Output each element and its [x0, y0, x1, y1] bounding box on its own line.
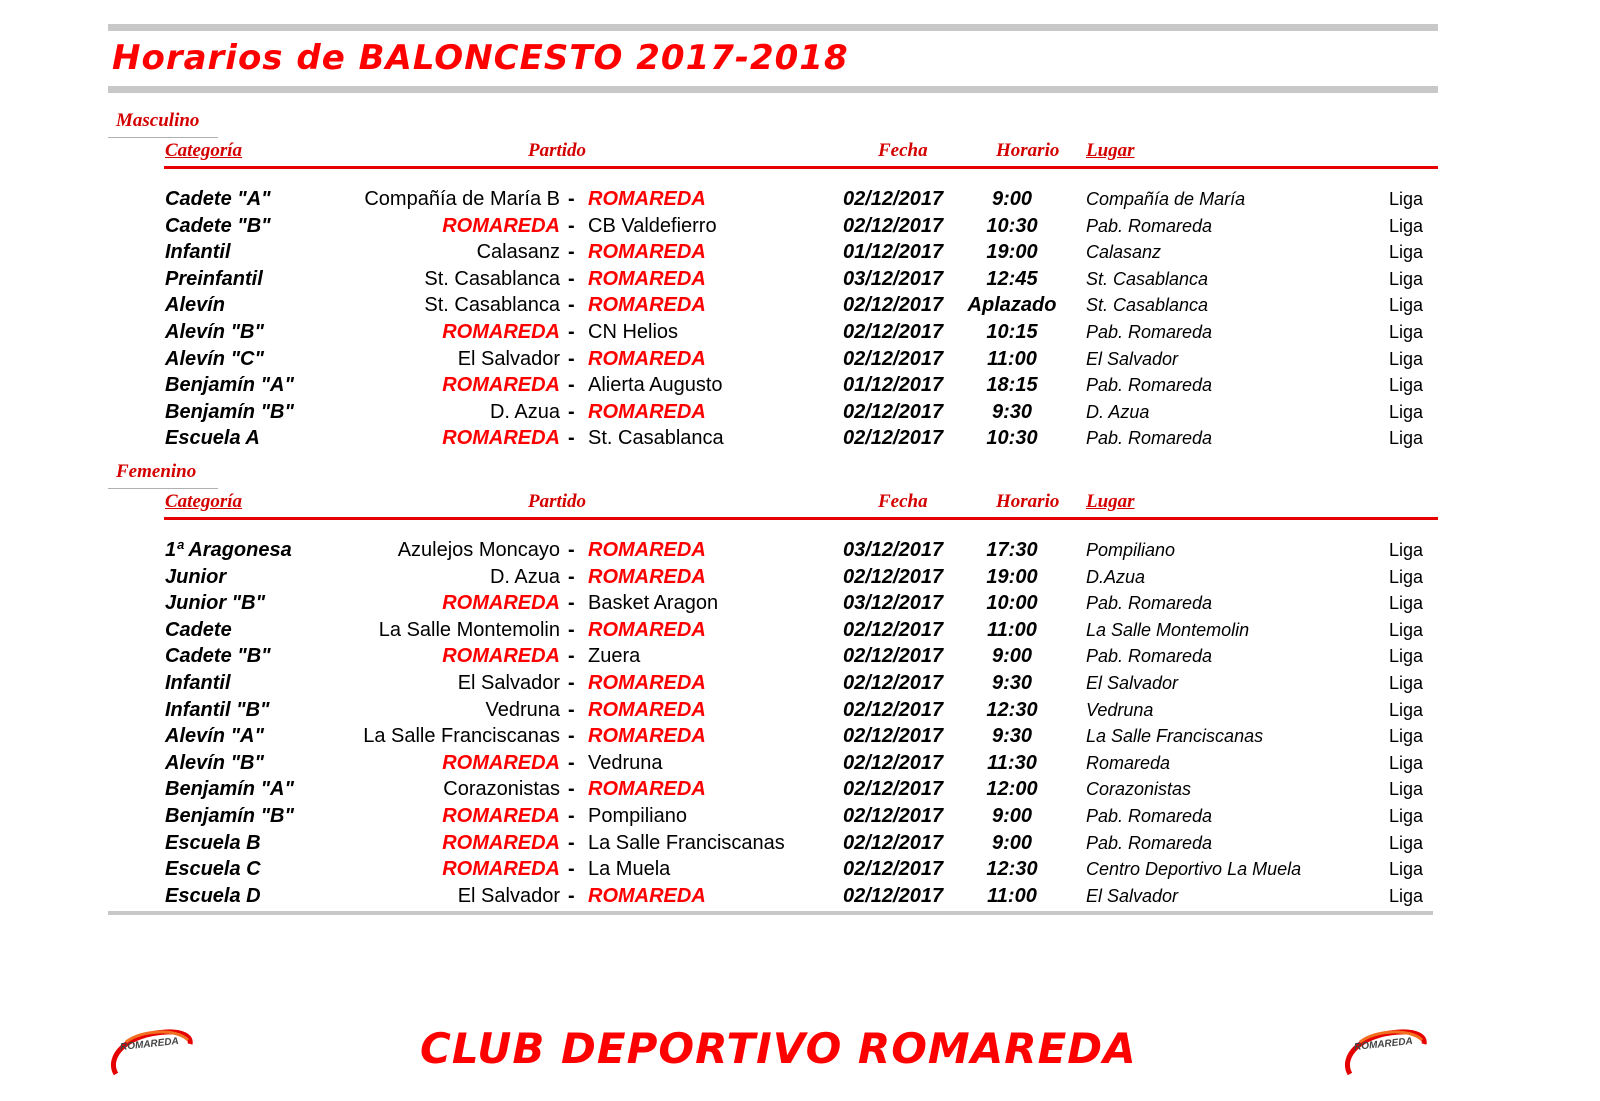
competition-cell: Liga [1389, 885, 1424, 906]
home-team-cell: ROMAREDA [442, 831, 560, 854]
match-separator: - [568, 347, 575, 370]
category-cell: Benjamín "B" [165, 804, 294, 827]
table-row [108, 856, 1438, 883]
header-partido: Partido [528, 491, 587, 512]
category-cell: Junior "B" [165, 592, 266, 615]
away-team-cell: CN Helios [588, 320, 679, 343]
date-cell: 02/12/2017 [843, 565, 944, 588]
away-team-cell: Vedruna [588, 751, 663, 774]
table-row [108, 776, 1438, 803]
time-cell: 9:30 [991, 400, 1033, 423]
date-cell: 03/12/2017 [843, 592, 944, 615]
date-cell: 02/12/2017 [843, 671, 944, 694]
schedule-rows [108, 186, 1438, 452]
category-cell: Preinfantil [165, 267, 263, 290]
away-team-cell: Basket Aragon [588, 592, 719, 615]
competition-cell: Liga [1389, 428, 1424, 449]
home-team-cell: ROMAREDA [442, 427, 560, 450]
time-cell: 17:30 [986, 539, 1038, 561]
match-separator: - [568, 725, 575, 748]
header-divider [164, 517, 1438, 520]
place-cell: St. Casablanca [1086, 268, 1209, 289]
header-fecha: Fecha [878, 140, 928, 161]
competition-cell: Liga [1389, 593, 1424, 614]
date-cell: 03/12/2017 [843, 267, 944, 290]
home-team-cell: Azulejos Moncayo [397, 539, 560, 561]
category-cell: Cadete "B" [165, 645, 271, 668]
competition-cell: Liga [1389, 242, 1424, 263]
time-cell: 10:00 [986, 592, 1038, 615]
competition-cell: Liga [1389, 401, 1424, 422]
home-team-cell: Vedruna [485, 698, 560, 721]
competition-cell: Liga [1389, 268, 1424, 289]
away-team-cell: CB Valdefierro [588, 214, 717, 237]
time-cell: 18:15 [986, 374, 1038, 397]
date-cell: 02/12/2017 [843, 804, 944, 827]
place-cell: Pab. Romareda [1086, 646, 1213, 667]
place-cell: Compañía de María [1086, 189, 1246, 209]
time-cell: 10:30 [986, 214, 1038, 237]
place-cell: Centro Deportivo La Muela [1086, 859, 1302, 880]
home-team-cell: St. Casablanca [424, 294, 560, 317]
away-team-cell: ROMAREDA [588, 347, 706, 370]
time-cell: 12:30 [986, 858, 1038, 881]
date-cell: 02/12/2017 [843, 884, 944, 907]
competition-cell: Liga [1389, 832, 1424, 853]
home-team-cell: La Salle Montemolin [378, 618, 560, 641]
place-cell: St. Casablanca [1086, 295, 1209, 316]
table-row [108, 266, 1438, 293]
club-logo-left [106, 1022, 196, 1082]
competition-cell: Liga [1389, 540, 1424, 560]
section-title: Femenino [116, 461, 197, 482]
table-row [108, 617, 1438, 644]
section-underline [108, 488, 218, 489]
header-horario: Horario [996, 491, 1060, 512]
table-row [108, 723, 1438, 750]
match-separator: - [568, 858, 575, 881]
table-row [108, 239, 1438, 266]
away-team-cell: ROMAREDA [588, 725, 706, 748]
header-categoria: Categoría [165, 140, 243, 161]
competition-cell: Liga [1389, 375, 1424, 396]
category-cell: Infantil [165, 671, 231, 694]
club-logo-right [1340, 1022, 1430, 1082]
competition-cell: Liga [1389, 189, 1424, 209]
time-cell: 9:00 [991, 804, 1033, 827]
section-masculino [108, 110, 1433, 460]
table-row [108, 346, 1438, 373]
category-cell: Cadete "B" [165, 214, 271, 237]
category-cell: Alevín "A" [165, 725, 264, 748]
match-separator: - [568, 831, 575, 854]
away-team-cell: Alierta Augusto [588, 374, 723, 397]
home-team-cell: Calasanz [476, 241, 560, 264]
place-cell: Romareda [1086, 752, 1171, 773]
date-cell: 02/12/2017 [843, 618, 944, 641]
place-cell: Pab. Romareda [1086, 593, 1213, 614]
time-cell: Aplazado [967, 294, 1057, 317]
time-cell: 11:00 [987, 618, 1037, 641]
away-team-cell: ROMAREDA [588, 778, 706, 801]
place-cell: Pab. Romareda [1086, 215, 1213, 236]
match-separator: - [568, 374, 575, 397]
competition-cell: Liga [1389, 321, 1424, 342]
place-cell: Pab. Romareda [1086, 832, 1213, 853]
category-cell: Alevín "B" [165, 751, 264, 774]
time-cell: 19:00 [986, 241, 1038, 264]
category-cell: Escuela C [165, 858, 261, 881]
time-cell: 12:00 [986, 778, 1038, 801]
match-separator: - [568, 778, 575, 801]
match-separator: - [568, 698, 575, 721]
table-row [108, 883, 1438, 910]
place-cell: D. Azua [1086, 401, 1150, 422]
home-team-cell: Corazonistas [443, 778, 560, 801]
category-cell: Alevín [165, 294, 226, 317]
table-row [108, 213, 1438, 240]
category-cell: Benjamín "A" [165, 778, 294, 801]
category-cell: Alevín "B" [165, 320, 264, 343]
home-team-cell: D. Azua [489, 400, 560, 423]
date-cell: 02/12/2017 [843, 645, 944, 668]
time-cell: 9:00 [991, 188, 1033, 210]
date-cell: 02/12/2017 [843, 698, 944, 721]
away-team-cell: Pompiliano [588, 804, 687, 827]
header-horario: Horario [996, 140, 1060, 161]
time-cell: 11:00 [987, 347, 1037, 370]
date-cell: 02/12/2017 [843, 751, 944, 774]
away-team-cell: ROMAREDA [588, 618, 706, 641]
table-row [108, 564, 1438, 591]
match-separator: - [568, 671, 575, 694]
away-team-cell: ROMAREDA [588, 400, 706, 423]
home-team-cell: ROMAREDA [442, 751, 560, 774]
category-cell: Cadete "A" [165, 188, 271, 210]
away-team-cell: ROMAREDA [588, 539, 706, 561]
match-separator: - [568, 214, 575, 237]
home-team-cell: La Salle Franciscanas [363, 725, 560, 748]
table-row [108, 186, 1438, 213]
header-fecha: Fecha [878, 491, 928, 512]
header-partido: Partido [528, 140, 587, 161]
time-cell: 9:00 [991, 645, 1033, 668]
place-cell: D.Azua [1086, 566, 1146, 587]
page-title: Horarios de BALONCESTO 2017-2018 [112, 38, 849, 78]
category-cell: Benjamín "A" [165, 374, 294, 397]
match-separator: - [568, 618, 575, 641]
time-cell: 9:30 [991, 725, 1033, 748]
date-cell: 02/12/2017 [843, 214, 944, 237]
match-separator: - [568, 539, 575, 561]
home-team-cell: ROMAREDA [442, 592, 560, 615]
time-cell: 11:00 [987, 884, 1037, 907]
logo-text: ROMAREDA [1353, 1035, 1414, 1054]
date-cell: 03/12/2017 [843, 539, 944, 561]
competition-cell: Liga [1389, 672, 1424, 693]
section-underline [108, 137, 218, 138]
section-femenino [108, 461, 1433, 911]
home-team-cell: ROMAREDA [442, 804, 560, 827]
place-cell: La Salle Franciscanas [1086, 726, 1264, 747]
place-cell: Pab. Romareda [1086, 428, 1213, 449]
home-team-cell: ROMAREDA [442, 320, 560, 343]
time-cell: 12:45 [986, 267, 1038, 290]
competition-cell: Liga [1389, 215, 1424, 236]
place-cell: Vedruna [1086, 699, 1154, 720]
match-separator: - [568, 400, 575, 423]
table-row [108, 697, 1438, 724]
table-row [108, 537, 1438, 564]
place-cell: Pompiliano [1086, 540, 1176, 560]
place-cell: Calasanz [1086, 242, 1162, 263]
away-team-cell: St. Casablanca [588, 427, 724, 450]
competition-cell: Liga [1389, 779, 1424, 800]
away-team-cell: ROMAREDA [588, 267, 706, 290]
date-cell: 01/12/2017 [843, 374, 944, 397]
category-cell: 1ª Aragonesa [165, 539, 292, 561]
top-bar [108, 24, 1438, 31]
competition-cell: Liga [1389, 566, 1424, 587]
place-cell: Pab. Romareda [1086, 321, 1213, 342]
away-team-cell: ROMAREDA [588, 698, 706, 721]
schedule-rows [108, 537, 1438, 909]
match-separator: - [568, 884, 575, 907]
home-team-cell: ROMAREDA [442, 858, 560, 881]
match-separator: - [568, 592, 575, 615]
table-row [108, 292, 1438, 319]
home-team-cell: El Salvador [457, 671, 560, 694]
table-row [108, 399, 1438, 426]
competition-cell: Liga [1389, 619, 1424, 640]
place-cell: Pab. Romareda [1086, 805, 1213, 826]
competition-cell: Liga [1389, 348, 1424, 369]
competition-cell: Liga [1389, 699, 1424, 720]
competition-cell: Liga [1389, 295, 1424, 316]
header-categoria: Categoría [165, 491, 243, 512]
home-team-cell: El Salvador [457, 347, 560, 370]
time-cell: 9:00 [991, 831, 1033, 854]
date-cell: 01/12/2017 [843, 241, 944, 264]
category-cell: Infantil "B" [165, 698, 270, 721]
date-cell: 02/12/2017 [843, 294, 944, 317]
away-team-cell: Zuera [588, 645, 641, 668]
home-team-cell: El Salvador [457, 884, 560, 907]
time-cell: 9:30 [991, 671, 1033, 694]
table-row [108, 670, 1438, 697]
away-team-cell: ROMAREDA [588, 565, 706, 588]
category-cell: Escuela D [165, 884, 261, 907]
away-team-cell: La Salle Franciscanas [588, 831, 785, 854]
match-separator: - [568, 565, 575, 588]
match-separator: - [568, 241, 575, 264]
category-cell: Alevín "C" [165, 347, 264, 370]
home-team-cell: ROMAREDA [442, 374, 560, 397]
date-cell: 02/12/2017 [843, 400, 944, 423]
place-cell: El Salvador [1086, 672, 1179, 693]
away-team-cell: ROMAREDA [588, 294, 706, 317]
date-cell: 02/12/2017 [843, 725, 944, 748]
table-row [108, 319, 1438, 346]
time-cell: 12:30 [986, 698, 1038, 721]
place-cell: Corazonistas [1086, 779, 1192, 800]
home-team-cell: Compañía de María B [364, 188, 560, 210]
bottom-bar [108, 911, 1433, 915]
time-cell: 10:15 [986, 320, 1038, 343]
club-name-footer: CLUB DEPORTIVO ROMAREDA [420, 1024, 1137, 1073]
logo-text: ROMAREDA [119, 1035, 180, 1054]
time-cell: 19:00 [986, 565, 1038, 588]
header-divider [164, 166, 1438, 169]
match-separator: - [568, 294, 575, 317]
category-cell: Junior [165, 565, 227, 588]
date-cell: 02/12/2017 [843, 347, 944, 370]
header-lugar: Lugar [1086, 491, 1135, 512]
place-cell: Pab. Romareda [1086, 375, 1213, 396]
category-cell: Cadete [165, 618, 232, 641]
competition-cell: Liga [1389, 805, 1424, 826]
date-cell: 02/12/2017 [843, 778, 944, 801]
competition-cell: Liga [1389, 726, 1424, 747]
category-cell: Escuela A [165, 427, 260, 450]
header-lugar: Lugar [1086, 140, 1135, 161]
match-separator: - [568, 804, 575, 827]
table-row [108, 425, 1438, 452]
date-cell: 02/12/2017 [843, 831, 944, 854]
date-cell: 02/12/2017 [843, 858, 944, 881]
competition-cell: Liga [1389, 859, 1424, 880]
category-cell: Escuela B [165, 831, 261, 854]
place-cell: El Salvador [1086, 885, 1179, 906]
section-title: Masculino [116, 110, 200, 131]
competition-cell: Liga [1389, 646, 1424, 667]
home-team-cell: D. Azua [489, 565, 560, 588]
match-separator: - [568, 645, 575, 668]
away-team-cell: La Muela [588, 858, 671, 881]
away-team-cell: ROMAREDA [588, 884, 706, 907]
place-cell: El Salvador [1086, 348, 1179, 369]
away-team-cell: ROMAREDA [588, 188, 706, 210]
time-cell: 10:30 [986, 427, 1038, 450]
home-team-cell: ROMAREDA [442, 214, 560, 237]
match-separator: - [568, 427, 575, 450]
table-row [108, 643, 1438, 670]
title-bottom-bar [108, 86, 1438, 93]
table-row [108, 590, 1438, 617]
category-cell: Infantil [165, 241, 231, 264]
away-team-cell: ROMAREDA [588, 241, 706, 264]
table-row [108, 750, 1438, 777]
home-team-cell: St. Casablanca [424, 267, 560, 290]
match-separator: - [568, 267, 575, 290]
away-team-cell: ROMAREDA [588, 671, 706, 694]
category-cell: Benjamín "B" [165, 400, 294, 423]
date-cell: 02/12/2017 [843, 427, 944, 450]
home-team-cell: ROMAREDA [442, 645, 560, 668]
table-row [108, 803, 1438, 830]
time-cell: 11:30 [987, 751, 1037, 774]
table-row [108, 372, 1438, 399]
date-cell: 02/12/2017 [843, 188, 944, 210]
place-cell: La Salle Montemolin [1086, 619, 1250, 640]
date-cell: 02/12/2017 [843, 320, 944, 343]
match-separator: - [568, 320, 575, 343]
match-separator: - [568, 751, 575, 774]
table-row [108, 830, 1438, 857]
competition-cell: Liga [1389, 752, 1424, 773]
match-separator: - [568, 188, 575, 210]
